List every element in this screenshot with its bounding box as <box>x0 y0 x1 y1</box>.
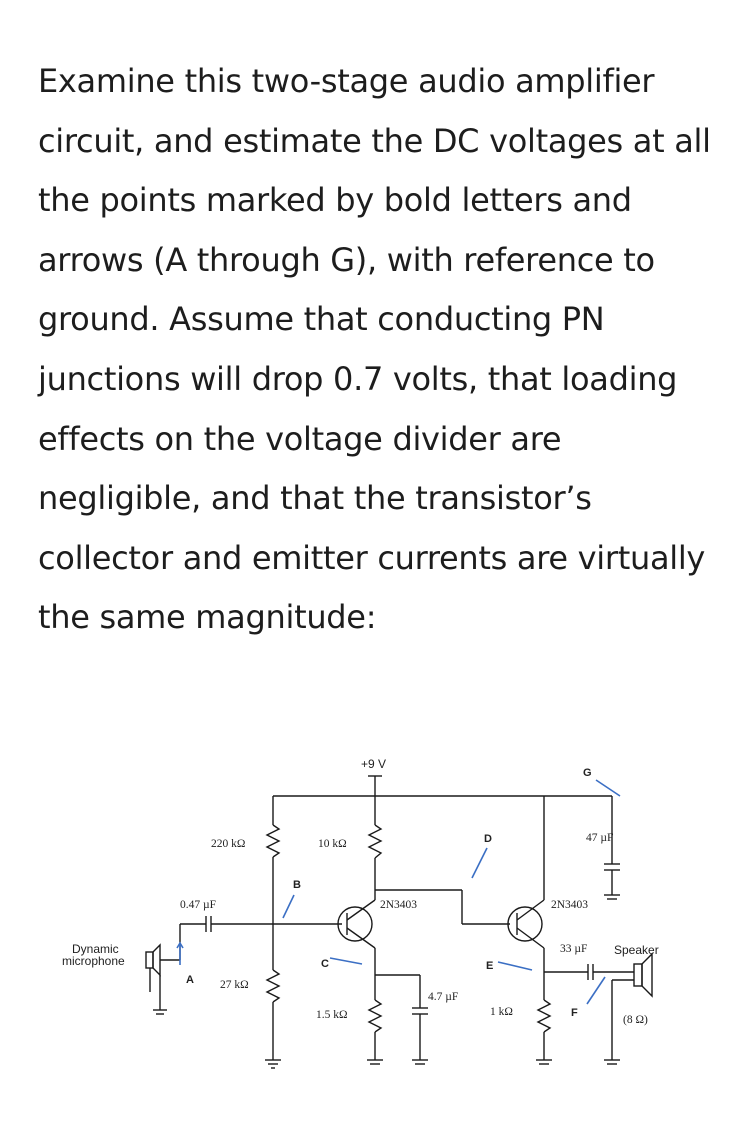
resistor-r1 <box>211 796 279 935</box>
amplifier-schematic <box>0 740 750 1100</box>
resistor-re1 <box>316 975 383 1064</box>
supply-rail <box>273 757 544 796</box>
r2-label: 27 kΩ <box>220 979 249 991</box>
svg-text:F: F <box>571 1007 578 1019</box>
svg-text:B: B <box>293 879 301 891</box>
q2-label: 2N3403 <box>551 899 589 911</box>
point-f <box>571 977 605 1019</box>
re1-label: 1.5 kΩ <box>316 1009 348 1021</box>
svg-text:E: E <box>486 960 494 972</box>
capacitor-ce <box>375 975 458 1064</box>
point-g <box>583 767 620 796</box>
transistor-q2 <box>508 796 588 948</box>
cin-label: 0.47 µF <box>180 899 217 911</box>
re2-label: 1 kΩ <box>490 1006 513 1018</box>
mic-label-1: Dynamic <box>72 942 119 956</box>
speaker <box>604 943 659 1064</box>
q1-label: 2N3403 <box>380 899 418 911</box>
point-c <box>321 958 362 970</box>
speaker-label: Speaker <box>614 943 659 957</box>
point-b <box>283 879 301 918</box>
point-d <box>472 833 492 878</box>
transistor-q1 <box>273 858 417 975</box>
ce-label: 4.7 µF <box>428 991 459 1003</box>
cbypass-label: 47 µF <box>586 832 614 844</box>
svg-text:D: D <box>484 833 492 845</box>
resistor-r2 <box>220 935 281 1068</box>
speaker-impedance: (8 Ω) <box>623 1014 648 1026</box>
resistor-rc1 <box>318 796 381 858</box>
capacitor-bypass <box>544 796 620 899</box>
svg-text:G: G <box>583 767 592 779</box>
cout-label: 33 µF <box>560 943 588 955</box>
supply-label: +9 V <box>361 757 387 771</box>
question-text: Examine this two-stage audio amplifier circuit, and estimate the DC voltages at all the points marked by bold letters and arrows (A through G), with reference to ground. Assume that conducting PN junctions will drop 0.7 volts, that loading effects on the voltage divider are negligible, and that the transistor’s collector and emitter currents are virtually the same magnitude: <box>38 62 711 637</box>
mic-label-2: microphone <box>62 954 125 968</box>
point-a <box>177 943 194 986</box>
resistor-re2 <box>490 948 552 1064</box>
microphone <box>62 942 180 1014</box>
capacitor-cin <box>180 899 273 960</box>
point-e <box>486 960 532 972</box>
r1-label: 220 kΩ <box>211 838 246 850</box>
rc1-label: 10 kΩ <box>318 838 347 850</box>
svg-text:A: A <box>186 974 194 986</box>
svg-text:C: C <box>321 958 329 970</box>
